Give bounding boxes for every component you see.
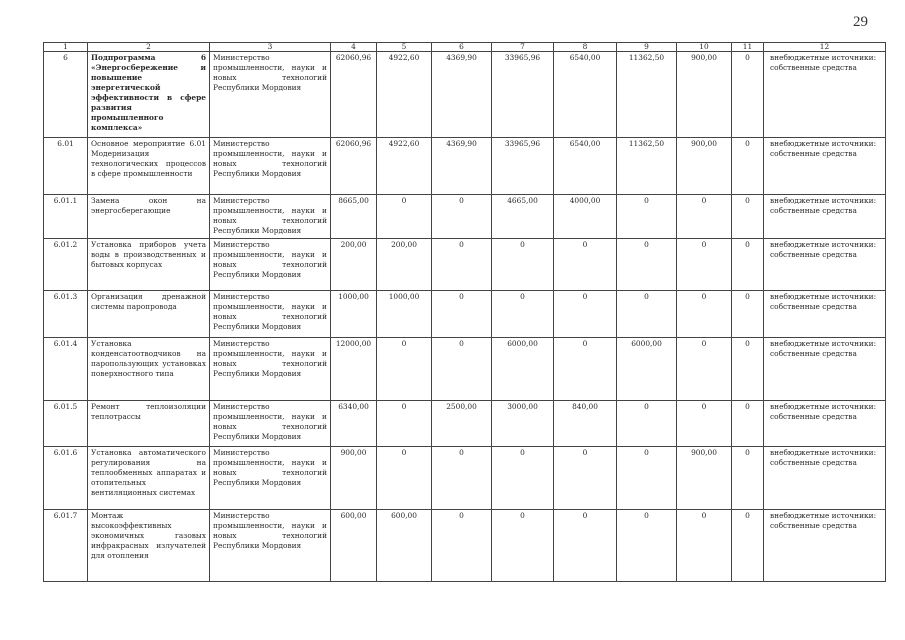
cell-v7: 3000,00 <box>492 401 554 447</box>
cell-name: Подпрограмма 6 «Энергосбережение и повышение энергетической эффективности в сфере развития промышленного комплекса» <box>88 52 210 138</box>
cell-v8: 0 <box>554 291 617 338</box>
cell-v5: 0 <box>377 195 432 239</box>
cell-num: 6.01 <box>44 138 88 195</box>
table-row <box>44 338 886 401</box>
cell-src: внебюджетные источники: собственные средства <box>764 52 886 138</box>
cell-v5: 0 <box>377 401 432 447</box>
cell-v7: 33965,96 <box>492 52 554 138</box>
cell-v6: 0 <box>432 239 492 291</box>
cell-v5: 1000,00 <box>377 291 432 338</box>
column-number: 3 <box>210 43 331 52</box>
table-row <box>44 239 886 291</box>
table-row <box>44 52 886 138</box>
cell-v6: 0 <box>432 291 492 338</box>
cell-num: 6.01.4 <box>44 338 88 401</box>
cell-num: 6.01.6 <box>44 447 88 510</box>
cell-v11: 0 <box>732 447 764 510</box>
table-row <box>44 447 886 510</box>
cell-v4: 8665,00 <box>331 195 377 239</box>
cell-v6: 4369,90 <box>432 138 492 195</box>
cell-v6: 4369,90 <box>432 52 492 138</box>
cell-v4: 900,00 <box>331 447 377 510</box>
cell-v4: 6340,00 <box>331 401 377 447</box>
cell-src: внебюджетные источники: собственные средства <box>764 510 886 582</box>
cell-v5: 0 <box>377 447 432 510</box>
cell-v4: 12000,00 <box>331 338 377 401</box>
cell-v6: 0 <box>432 195 492 239</box>
cell-v6: 0 <box>432 447 492 510</box>
cell-v9: 11362,50 <box>617 138 677 195</box>
cell-name: Установка автоматического регулирования на теплообменных аппаратах и отопительных вентиляционных системах <box>88 447 210 510</box>
column-number: 12 <box>764 43 886 52</box>
program-table <box>43 42 886 582</box>
cell-v6: 0 <box>432 510 492 582</box>
table-row <box>44 195 886 239</box>
cell-v7: 6000,00 <box>492 338 554 401</box>
cell-name: Ремонт теплоизоляции теплотрассы <box>88 401 210 447</box>
cell-exec: Министерство промышленности, науки и новых технологий Республики Мордовия <box>210 510 331 582</box>
cell-v4: 600,00 <box>331 510 377 582</box>
cell-v10: 900,00 <box>677 52 732 138</box>
cell-v10: 0 <box>677 401 732 447</box>
cell-v11: 0 <box>732 510 764 582</box>
cell-v4: 1000,00 <box>331 291 377 338</box>
cell-num: 6.01.3 <box>44 291 88 338</box>
cell-v11: 0 <box>732 52 764 138</box>
cell-v9: 11362,50 <box>617 52 677 138</box>
cell-exec: Министерство промышленности, науки и новых технологий Республики Мордовия <box>210 447 331 510</box>
cell-exec: Министерство промышленности, науки и новых технологий Республики Мордовия <box>210 138 331 195</box>
cell-v11: 0 <box>732 401 764 447</box>
cell-v9: 6000,00 <box>617 338 677 401</box>
cell-src: внебюджетные источники: собственные средства <box>764 447 886 510</box>
cell-v6: 2500,00 <box>432 401 492 447</box>
column-number: 10 <box>677 43 732 52</box>
cell-v11: 0 <box>732 195 764 239</box>
cell-src: внебюджетные источники: собственные средства <box>764 195 886 239</box>
cell-v10: 0 <box>677 195 732 239</box>
cell-v10: 0 <box>677 338 732 401</box>
cell-v8: 0 <box>554 447 617 510</box>
cell-src: внебюджетные источники: собственные средства <box>764 401 886 447</box>
cell-v4: 62060,96 <box>331 52 377 138</box>
cell-v8: 0 <box>554 338 617 401</box>
column-number: 8 <box>554 43 617 52</box>
cell-v5: 4922,60 <box>377 52 432 138</box>
cell-v10: 900,00 <box>677 447 732 510</box>
cell-v7: 33965,96 <box>492 138 554 195</box>
cell-v10: 900,00 <box>677 138 732 195</box>
cell-num: 6.01.5 <box>44 401 88 447</box>
cell-v4: 200,00 <box>331 239 377 291</box>
cell-v6: 0 <box>432 338 492 401</box>
cell-v8: 840,00 <box>554 401 617 447</box>
cell-name: Установка конденсатоотводчиков на паропользующих установках поверхностного типа <box>88 338 210 401</box>
cell-v5: 0 <box>377 338 432 401</box>
cell-num: 6.01.1 <box>44 195 88 239</box>
cell-src: внебюджетные источники: собственные средства <box>764 138 886 195</box>
cell-v7: 0 <box>492 239 554 291</box>
cell-v9: 0 <box>617 401 677 447</box>
cell-v4: 62060,96 <box>331 138 377 195</box>
cell-v7: 4665,00 <box>492 195 554 239</box>
cell-v10: 0 <box>677 239 732 291</box>
column-number: 7 <box>492 43 554 52</box>
cell-v8: 0 <box>554 510 617 582</box>
cell-num: 6.01.7 <box>44 510 88 582</box>
column-number: 4 <box>331 43 377 52</box>
table-row <box>44 138 886 195</box>
cell-v11: 0 <box>732 138 764 195</box>
cell-name: Монтаж высокоэффективных экономичных газовых инфракрасных излучателей для отопления <box>88 510 210 582</box>
cell-v11: 0 <box>732 291 764 338</box>
cell-v11: 0 <box>732 239 764 291</box>
cell-v9: 0 <box>617 291 677 338</box>
cell-v9: 0 <box>617 195 677 239</box>
cell-num: 6.01.2 <box>44 239 88 291</box>
cell-v5: 600,00 <box>377 510 432 582</box>
cell-v10: 0 <box>677 510 732 582</box>
table-row <box>44 291 886 338</box>
cell-exec: Министерство промышленности, науки и новых технологий Республики Мордовия <box>210 239 331 291</box>
cell-v9: 0 <box>617 510 677 582</box>
cell-exec: Министерство промышленности, науки и новых технологий Республики Мордовия <box>210 291 331 338</box>
cell-name: Замена окон на энергосберегающие <box>88 195 210 239</box>
cell-v9: 0 <box>617 239 677 291</box>
cell-v8: 6540,00 <box>554 52 617 138</box>
page-number: 29 <box>853 14 868 30</box>
cell-num: 6 <box>44 52 88 138</box>
cell-v7: 0 <box>492 510 554 582</box>
cell-exec: Министерство промышленности, науки и новых технологий Республики Мордовия <box>210 338 331 401</box>
cell-name: Основное мероприятие 6.01 Модернизация технологических процессов в сфере промышленности <box>88 138 210 195</box>
column-number: 6 <box>432 43 492 52</box>
cell-src: внебюджетные источники: собственные средства <box>764 291 886 338</box>
cell-v9: 0 <box>617 447 677 510</box>
cell-name: Установка приборов учета воды в производственных и бытовых корпусах <box>88 239 210 291</box>
cell-v5: 4922,60 <box>377 138 432 195</box>
cell-src: внебюджетные источники: собственные средства <box>764 338 886 401</box>
cell-v5: 200,00 <box>377 239 432 291</box>
cell-v8: 0 <box>554 239 617 291</box>
cell-v11: 0 <box>732 338 764 401</box>
column-number: 2 <box>88 43 210 52</box>
cell-v7: 0 <box>492 447 554 510</box>
cell-src: внебюджетные источники: собственные средства <box>764 239 886 291</box>
table-row <box>44 401 886 447</box>
cell-v8: 4000,00 <box>554 195 617 239</box>
cell-v10: 0 <box>677 291 732 338</box>
column-number: 11 <box>732 43 764 52</box>
column-number-row <box>44 43 886 52</box>
cell-exec: Министерство промышленности, науки и новых технологий Республики Мордовия <box>210 52 331 138</box>
cell-exec: Министерство промышленности, науки и новых технологий Республики Мордовия <box>210 401 331 447</box>
table-row <box>44 510 886 582</box>
column-number: 9 <box>617 43 677 52</box>
cell-name: Организация дренажной системы паропровода <box>88 291 210 338</box>
column-number: 1 <box>44 43 88 52</box>
cell-v7: 0 <box>492 291 554 338</box>
cell-v8: 6540,00 <box>554 138 617 195</box>
cell-exec: Министерство промышленности, науки и новых технологий Республики Мордовия <box>210 195 331 239</box>
column-number: 5 <box>377 43 432 52</box>
